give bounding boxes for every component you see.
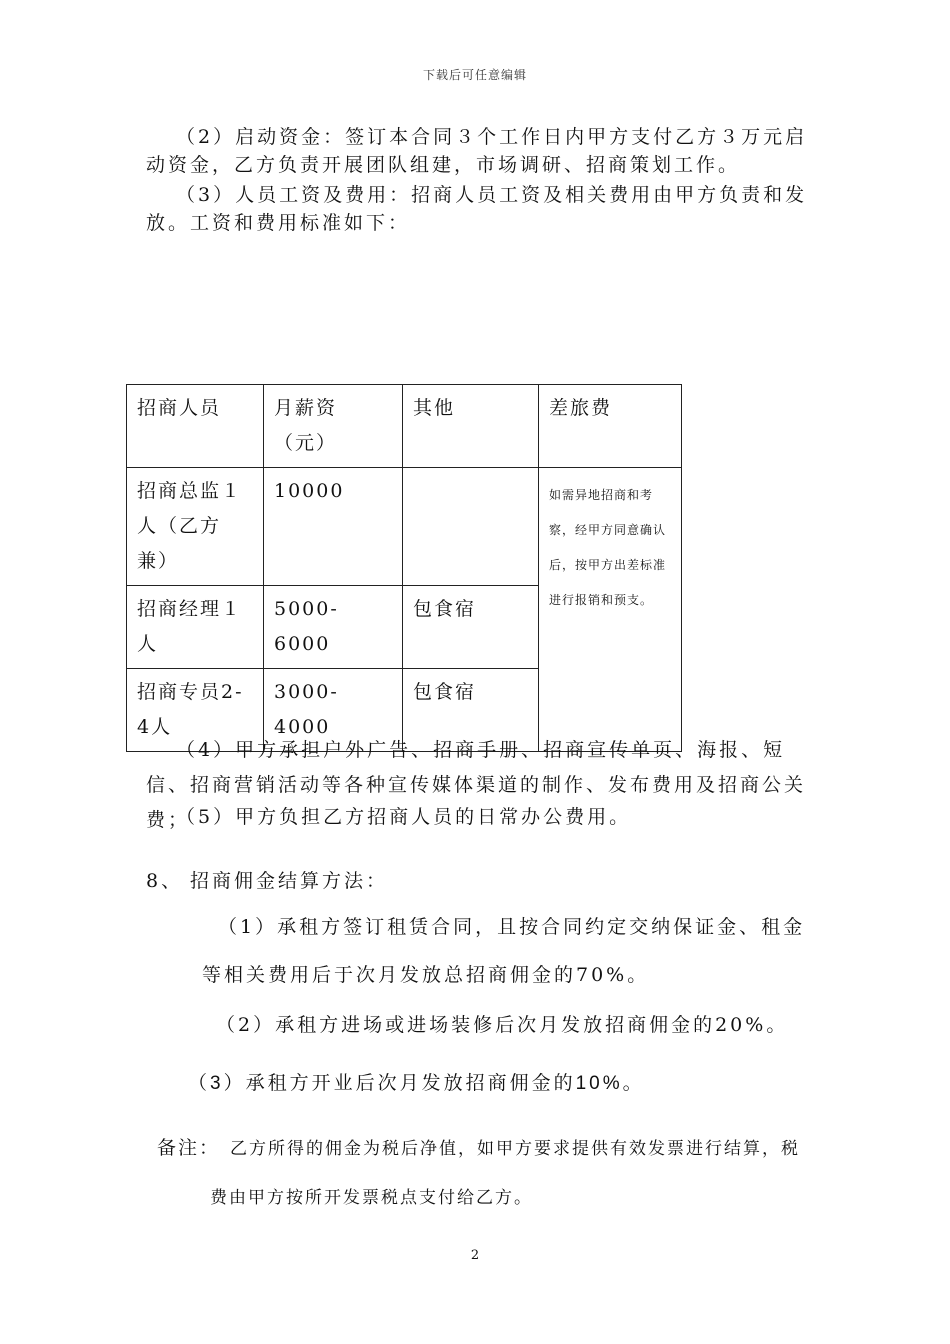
advertising-costs-paragraph: （4）甲方承担户外广告、招商手册、招商宣传单页、海报、短信、招商营销活动等各种宣传媒体渠道的制作、发布费用及招商公关费； xyxy=(146,739,807,831)
cell-salary: 5000-6000 xyxy=(264,586,403,669)
cell-travel-expense: 如需异地招商和考察，经甲方同意确认后，按甲方出差标准进行报销和预支。 xyxy=(539,468,682,752)
header-cell-travel: 差旅费 xyxy=(539,385,682,468)
cell-salary: 10000 xyxy=(264,468,403,586)
note-line-1 xyxy=(157,1133,800,1160)
section-number: 8、 xyxy=(146,870,184,892)
page-header: 下载后可任意编辑 xyxy=(422,68,527,82)
cell-other: 包食宿 xyxy=(403,586,539,669)
office-costs-paragraph: （5）甲方负担乙方招商人员的日常办公费用。 xyxy=(176,806,632,828)
header-cell-role: 招商人员 xyxy=(127,385,264,468)
header-cell-salary xyxy=(264,385,403,468)
recruitment-fee-table xyxy=(126,384,682,752)
cell-salary: 3000-4000 xyxy=(264,669,403,752)
table-row xyxy=(127,468,682,586)
table-header-row xyxy=(127,385,682,468)
cell-role: 招商经理１人 xyxy=(127,586,264,669)
note-line-2: 费由甲方按所开发票税点支付给乙方。 xyxy=(210,1188,533,1208)
startup-funds-paragraph: （2）启动资金：签订本合同３个工作日内甲方支付乙方３万元启动资金，乙方负责开展团队组建，市场调研、招商策划工作。 xyxy=(146,126,808,176)
commission-item-1-line-2: 等相关费用后于次月发放总招商佣金的70%。 xyxy=(202,964,650,986)
cell-role: 招商总监１人（乙方兼） xyxy=(127,468,264,586)
cell-role: 招商专员2-4人 xyxy=(127,669,264,752)
cell-other xyxy=(403,468,539,586)
section-8-heading xyxy=(146,866,388,893)
cell-other: 包食宿 xyxy=(403,669,539,752)
section-title: 招商佣金结算方法： xyxy=(190,870,389,892)
note-label: 备注： xyxy=(157,1137,221,1159)
commission-item-2: （2）承租方进场或进场装修后次月发放招商佣金的20%。 xyxy=(216,1014,789,1036)
commission-item-3: （3）承租方开业后次月发放招商佣金的10%。 xyxy=(188,1073,645,1094)
staff-wages-paragraph: （3）人员工资及费用：招商人员工资及相关费用由甲方负责和发放。工资和费用标准如下： xyxy=(146,184,808,234)
page-number: 2 xyxy=(470,1248,480,1263)
header-cell-other: 其他 xyxy=(403,385,539,468)
commission-item-1-line-1: （1）承租方签订租赁合同，且按合同约定交纳保证金、租金 xyxy=(218,916,806,938)
note-text-1: 乙方所得的佣金为税后净值，如甲方要求提供有效发票进行结算，税 xyxy=(230,1139,801,1159)
header-salary-text: 月薪资（元） xyxy=(274,397,338,454)
